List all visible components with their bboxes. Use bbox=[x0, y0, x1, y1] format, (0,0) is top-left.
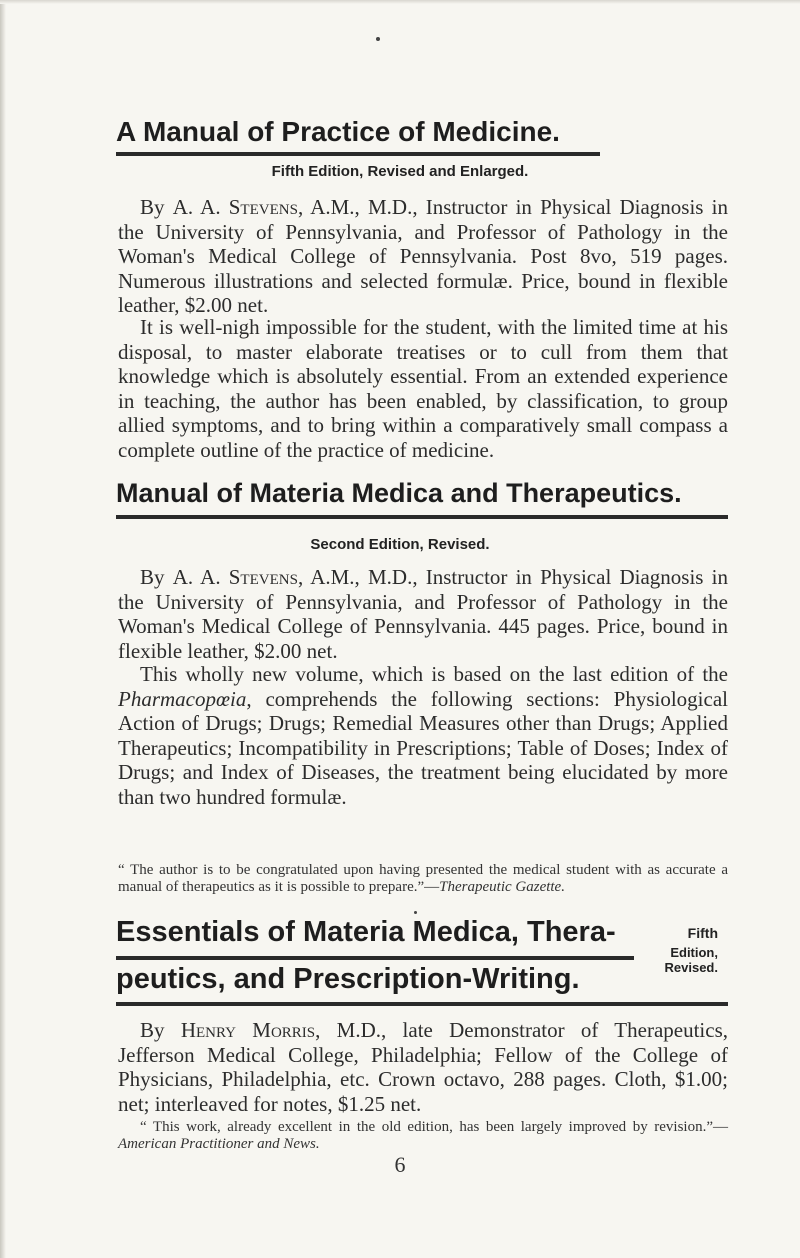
side-note-line-2: Edition, bbox=[670, 945, 718, 960]
section-2-author-paragraph bbox=[118, 565, 728, 663]
section-1-description: It is well-nigh impossible for the student, with the limited time at his disposal, to master elaborate treatises or to cull from them that knowledge which is absolutely essential. From an extended experience in teaching, the author has been enabled, by classification, to group allied symptoms, and to bring within a comparatively small compass a complete outline of the practice of medicine. bbox=[118, 315, 728, 462]
side-note-line-1: Fifth bbox=[687, 925, 718, 941]
section-1-author-prefix: By bbox=[140, 195, 165, 219]
side-note-line-3: Revised. bbox=[664, 960, 718, 975]
section-2-rule bbox=[116, 515, 728, 519]
section-3-rule-top bbox=[116, 956, 634, 960]
page-edge-left bbox=[0, 0, 6, 1258]
page-edge-top bbox=[0, 0, 800, 4]
section-1-author-paragraph bbox=[118, 195, 728, 318]
section-3-rule-bottom bbox=[116, 1002, 728, 1006]
section-3-title-line-2: peutics, and Prescription-Writing. bbox=[116, 963, 580, 995]
section-2-pharmacopoeia: Pharmacopœia bbox=[118, 686, 247, 711]
section-1-author-details: , A.M., M.D., Instructor in Physical Diagnosis in the University of Pennsylvania, and Professor of Pathology in the Woman's Medical College of Pennsylvania. Post 8vo, 519 pages. Numerous illustrations and selected formulæ. Price, bound in flexible leather, $2.00 net. bbox=[118, 195, 728, 317]
section-3-edition-note bbox=[665, 926, 718, 975]
section-2-title: Manual of Materia Medica and Therapeutics. bbox=[116, 478, 682, 508]
section-2-description-start: This wholly new volume, which is based on the last edition of the bbox=[140, 662, 728, 686]
section-2-edition: Second Edition, Revised. bbox=[310, 536, 490, 553]
section-2-description-end: , comprehends the following sections: Physiological Action of Drugs; Drugs; Remedial Measures other than Drugs; Applied Therapeutics; Incompatibility in Prescriptions; Table of Doses; Index of Drugs; and Index of Diseases, the treatment being elucidated by more than two hundred formulæ. bbox=[118, 686, 728, 809]
speck-mark-2 bbox=[414, 911, 417, 914]
section-2-author-details: , A.M., M.D., Instructor in Physical Diagnosis in the University of Pennsylvania, and Professor of Pathology in the Woman's Medical College of Pennsylvania. 445 pages. Price, bound in flexible leather, $2.00 net. bbox=[118, 565, 728, 663]
section-1-rule bbox=[116, 152, 600, 156]
section-1-author-name: A. A. Stevens bbox=[172, 195, 298, 219]
section-3-author-paragraph bbox=[118, 1018, 728, 1116]
section-3-quote-source: American Practitioner and News. bbox=[118, 1136, 320, 1152]
section-2-quote-source: Therapeutic Gazette. bbox=[439, 879, 565, 895]
section-2-description bbox=[118, 662, 728, 809]
section-3-author-prefix: By bbox=[140, 1018, 165, 1042]
section-2-review-quote bbox=[118, 862, 728, 896]
page-number: 6 bbox=[394, 1152, 406, 1177]
section-3-review-quote bbox=[118, 1119, 728, 1153]
section-2-quote-text: “ The author is to be congratulated upon having presented the medical student with as accurate a manual of therapeutics as it is possible to prepare.”— bbox=[118, 862, 728, 895]
section-1-title: A Manual of Practice of Medicine. bbox=[116, 116, 560, 147]
section-1-edition: Fifth Edition, Revised and Enlarged. bbox=[271, 163, 529, 180]
speck-mark bbox=[376, 37, 380, 41]
section-2-author-prefix: By bbox=[140, 565, 165, 589]
section-3-quote-text: “ This work, already excellent in the old edition, has been largely improved by revision.”— bbox=[140, 1119, 728, 1135]
section-3-title-line-1: Essentials of Materia Medica, Thera- bbox=[116, 916, 616, 948]
section-3-author-name: Henry Morris bbox=[180, 1018, 316, 1042]
section-2-author-name: A. A. Stevens bbox=[172, 565, 298, 589]
section-3-author-details: , M.D., late Demonstrator of Therapeutics, Jefferson Medical College, Philadelphia; Fellow of the College of Physicians, Philadelphia, etc. Crown octavo, 288 pages. Cloth, $1.00; net; interleaved for notes, $1.25 net. bbox=[118, 1018, 728, 1116]
